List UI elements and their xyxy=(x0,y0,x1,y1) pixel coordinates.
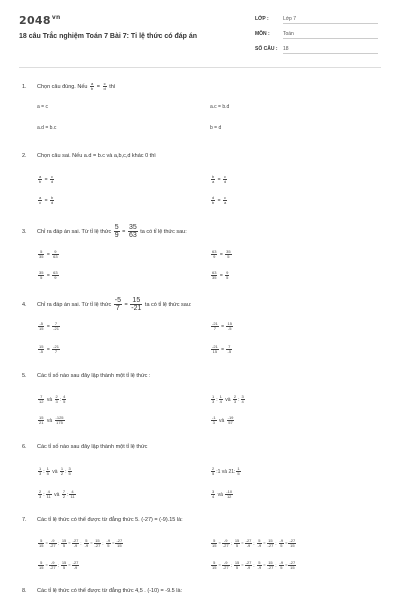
question-8: 8. Các tỉ lệ thức có thể được từ đẳng thức 4,5 . (-10) = -9.5 là: xyxy=(22,588,183,594)
meta-count: SỐ CÂU : 18 xyxy=(255,46,378,54)
q5-option-d[interactable]: $\frac{-1}{3}$ và $\frac{-19}{57}$ xyxy=(212,415,234,425)
q7-option-a[interactable]: $\frac{5}{15}$ = $\frac{-9}{-27}$ ; $\frac{15}{5}$ = $\frac{-27}{-9}$ ; $\frac{5}{-9}$ = $\frac{15}{-27}$ ; $\frac{-9}{5}$ = $\frac{-27}{15}$ xyxy=(39,538,123,548)
q7-option-c[interactable]: $\frac{5}{15}$ = $\frac{-9}{-27}$ ; $\frac{15}{5}$ = $\frac{-27}{-9}$ xyxy=(39,560,79,570)
q3-option-a[interactable]: $\frac{5}{35}$ = $\frac{9}{63}$ xyxy=(39,249,58,259)
question-6: 6. Các tỉ số nào sau đây lập thành một tỉ lệ thức xyxy=(22,444,148,450)
q5-option-a[interactable]: $\frac{7}{12}$ và $\frac{2}{3}$ : $\frac{4}{5}$ xyxy=(39,394,66,404)
q6-option-b[interactable]: $\frac{2}{5}$ :1 và 21: $\frac{1}{5}$ xyxy=(212,466,240,476)
q5-option-b[interactable]: $\frac{1}{3}$ : $\frac{1}{4}$ và $\frac{2}{3}$ : $\frac{3}{4}$ xyxy=(212,394,244,404)
q4-option-a[interactable]: $\frac{-5}{15}$ = $\frac{7}{-21}$ xyxy=(39,321,59,331)
q7-option-d[interactable]: $\frac{5}{15}$ = $\frac{-9}{-27}$ ; $\frac{15}{5}$ = $\frac{-27}{-9}$ ; $\frac{5}{-9}$ = $\frac{15}{-27}$ ; $\frac{-9}{5}$ = $\frac{-27}{15}$ xyxy=(212,560,296,570)
header xyxy=(0,0,400,60)
q4-option-c[interactable]: $\frac{15}{-5}$ = $\frac{-21}{7}$ xyxy=(39,344,59,354)
divider xyxy=(19,67,381,68)
question-7: 7. Các tỉ lệ thức có thể được từ đẳng thức 5. (-27) = (-9).15 là: xyxy=(22,517,183,523)
q2-option-a[interactable]: $\frac{a}{b}$ = $\frac{c}{d}$ xyxy=(39,174,54,184)
question-3: 3. Chỉ ra đáp án sai. Từ tỉ lệ thức $\frac{5}{9}$ = $\frac{35}{63}$ ta có tỉ lệ thức sau: xyxy=(22,224,187,239)
question-5: 5. Các tỉ số nào sau đây lập thành một tỉ lệ thức : xyxy=(22,373,151,379)
q7-option-b[interactable]: $\frac{5}{15}$ = $\frac{-9}{-27}$ ; $\frac{15}{5}$ = $\frac{-27}{-9}$ ; $\frac{5}{-9}$ = $\frac{15}{-27}$ ; $\frac{-9}{5}$ = $\frac{-27}{15}$ xyxy=(212,538,296,548)
q1-option-c[interactable]: a.d = b.c xyxy=(37,125,57,131)
q6-option-d[interactable]: $\frac{3}{4}$ và $\frac{-10}{12}$ xyxy=(212,489,233,499)
meta-class: LỚP : Lớp 7 xyxy=(255,16,378,24)
q1-option-b[interactable]: a.c = b.d xyxy=(210,104,230,110)
site-logo[interactable]: $2048^{vn}$ xyxy=(19,14,61,27)
q2-option-b[interactable]: $\frac{b}{a}$ = $\frac{c}{d}$ xyxy=(212,174,227,184)
q4-option-d[interactable]: $\frac{-21}{15}$ = $\frac{7}{-5}$ xyxy=(212,344,232,354)
q2-option-c[interactable]: $\frac{a}{c}$ = $\frac{b}{d}$ xyxy=(39,195,54,205)
page-title: 18 câu Trắc nghiệm Toán 7 Bài 7: Tỉ lệ thức có đáp án xyxy=(19,33,198,40)
meta-subject: MÔN : Toán xyxy=(255,31,378,39)
q2-option-d[interactable]: $\frac{d}{b}$ = $\frac{c}{a}$ xyxy=(212,195,227,205)
q5-option-c[interactable]: $\frac{15}{21}$ và $\frac{-125}{175}$ xyxy=(39,415,64,425)
q6-option-c[interactable]: $\frac{2}{3}$ : $\frac{4}{11}$ và $\frac{7}{2}$ : $\frac{4}{11}$ xyxy=(39,489,75,499)
question-2: 2. Chọn câu sai. Nếu a.d = b.c và a,b,c,d khác 0 thì xyxy=(22,153,156,159)
q4-option-b[interactable]: $\frac{-21}{7}$ = $\frac{15}{-5}$ xyxy=(212,321,232,331)
q3-option-d[interactable]: $\frac{63}{35}$ = $\frac{9}{5}$ xyxy=(212,270,229,280)
q3-option-b[interactable]: $\frac{63}{9}$ = $\frac{35}{5}$ xyxy=(212,249,231,259)
q1-option-a[interactable]: a = c xyxy=(37,104,48,110)
question-4: 4. Chỉ ra đáp án sai. Từ tỉ lệ thức $\frac{-5}{7}$ = $\frac{15}{-21}$ ta có tỉ lệ thức sau: xyxy=(22,297,192,312)
q3-option-c[interactable]: $\frac{35}{5}$ = $\frac{63}{9}$ xyxy=(39,270,58,280)
q1-option-d[interactable]: b = d xyxy=(210,125,222,131)
q6-option-a[interactable]: $\frac{1}{3}$ : $\frac{1}{5}$ và $\frac{1}{2}$ : $\frac{3}{5}$ xyxy=(39,466,71,476)
question-1: 1. Chọn câu đúng. Nếu $\frac{a}{b}$ = $\frac{c}{d}$ thì xyxy=(22,81,116,91)
